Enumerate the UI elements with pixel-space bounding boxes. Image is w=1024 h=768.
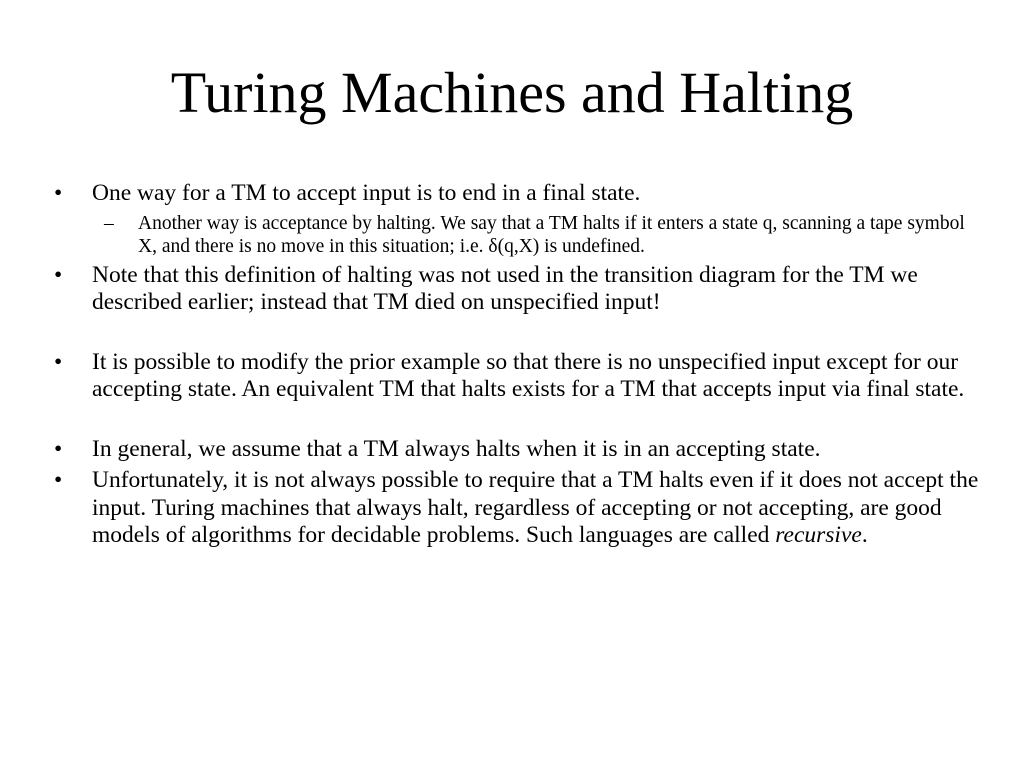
bullet-text-before: Unfortunately, it is not always possible to require that a TM halts even if it does not accept the input. Turing machines that always halt, regardless of accepting or not accepting, are good models of algorithms for decidable problems. Such languages are called bbox=[92, 467, 979, 548]
bullet-text bbox=[92, 467, 978, 548]
bullet-item bbox=[52, 436, 982, 464]
sub-bullet-text: Another way is acceptance by halting. We say that a TM halts if it enters a state q, scanning a tape symbol X, and there is no move in this situation; i.e. δ(q,X) is undefined. bbox=[138, 212, 965, 257]
bullet-marker: • bbox=[54, 467, 63, 493]
bullet-item bbox=[52, 467, 982, 550]
bullet-item bbox=[52, 349, 982, 404]
slide-title: Turing Machines and Halting bbox=[170, 60, 854, 125]
emphasis-term: recursive bbox=[775, 522, 862, 548]
sub-bullet-marker: – bbox=[104, 212, 114, 234]
bullet-item bbox=[52, 262, 982, 317]
bullet-text: It is possible to modify the prior example so that there is no unspecified input except for our accepting state. An equivalent TM that halts exists for a TM that accepts input via final state. bbox=[92, 348, 965, 402]
bullet-text: One way for a TM to accept input is to end in a final state. bbox=[92, 180, 641, 206]
bullet-text-after: . bbox=[861, 522, 868, 548]
bullet-marker: • bbox=[54, 180, 63, 206]
bullet-text: Note that this definition of halting was not used in the transition diagram for the TM we described earlier; instead that TM died on unspecified input! bbox=[92, 261, 918, 315]
bullet-item bbox=[52, 180, 982, 208]
bullet-marker: • bbox=[54, 261, 63, 288]
bullet-marker: • bbox=[54, 348, 63, 375]
slide-body bbox=[52, 180, 982, 550]
sub-bullet-item bbox=[52, 212, 982, 258]
bullet-marker: • bbox=[54, 435, 63, 462]
bullet-text: In general, we assume that a TM always halts when it is in an accepting state. bbox=[92, 435, 821, 462]
